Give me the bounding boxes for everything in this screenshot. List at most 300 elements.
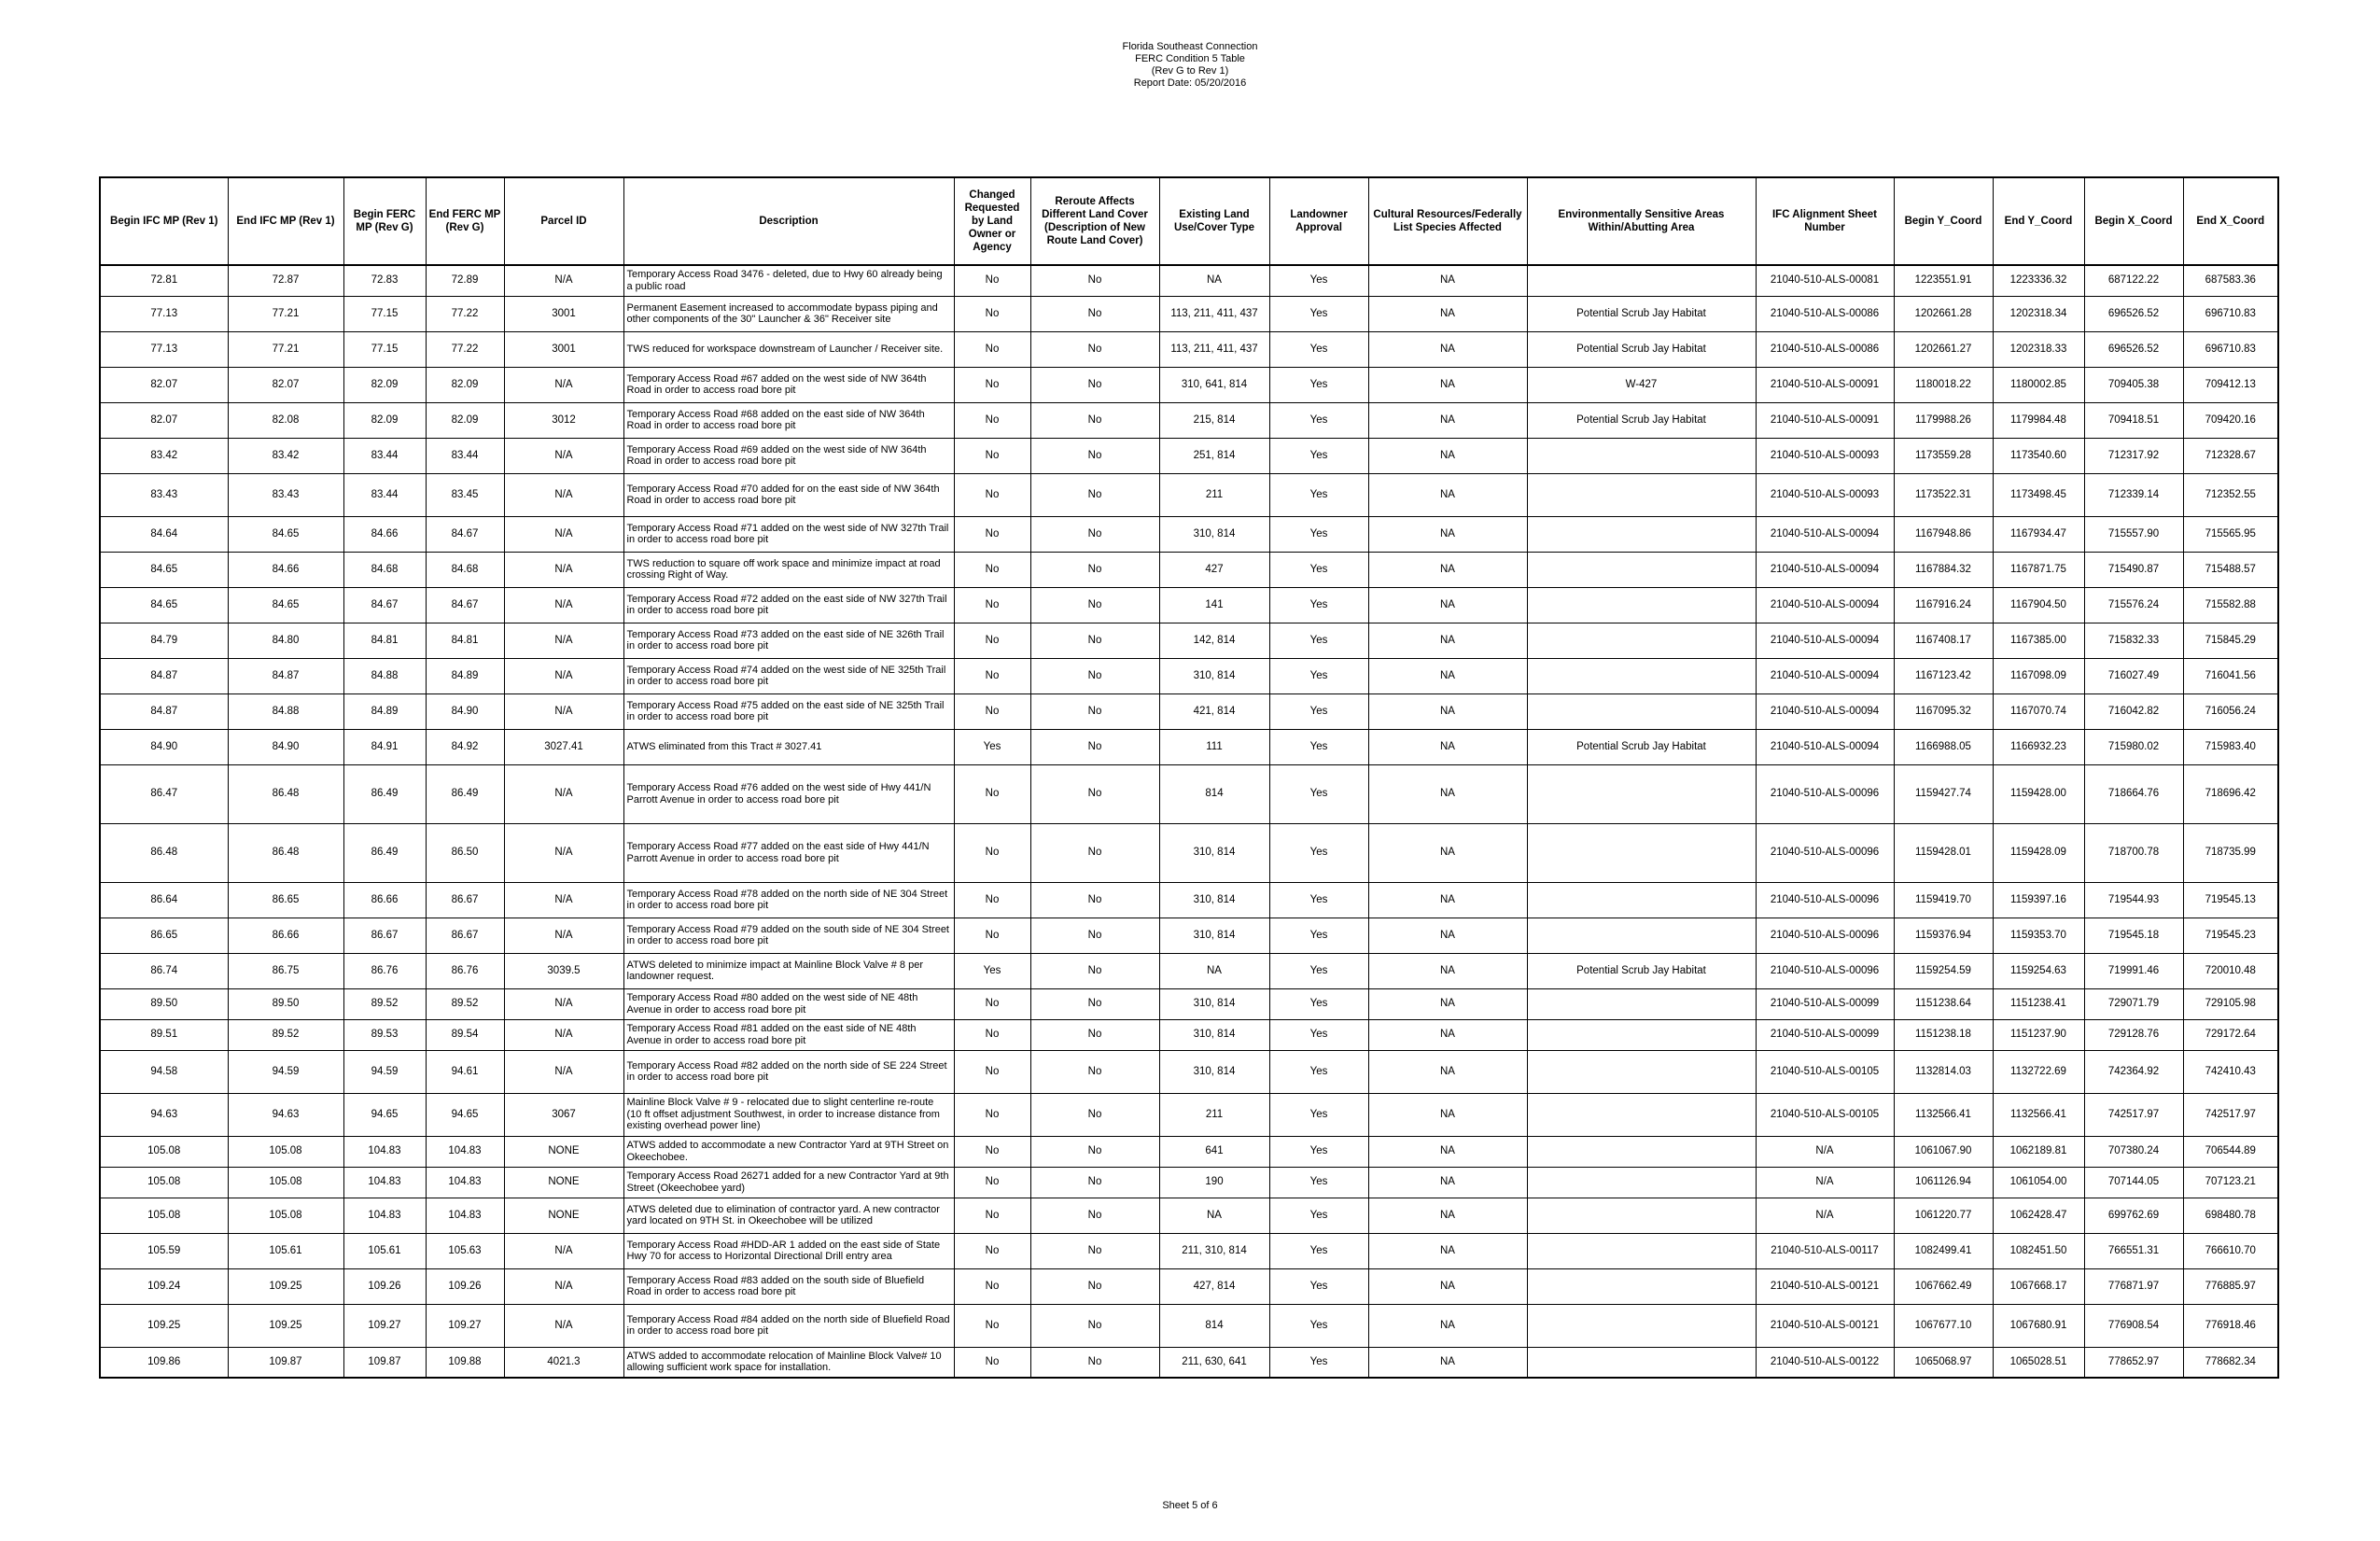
table-cell: 83.44 (343, 438, 426, 473)
condition-table-container (99, 176, 2277, 1379)
table-cell: No (1030, 953, 1159, 988)
table-cell: 1061067.90 (1894, 1136, 1993, 1167)
table-cell: 84.81 (426, 623, 504, 658)
table-cell: 77.21 (228, 296, 343, 331)
table-cell: NA (1368, 1304, 1527, 1347)
table-cell: 1223551.91 (1894, 265, 1993, 296)
table-body (100, 265, 2278, 1378)
table-cell: 1167070.74 (1993, 693, 2084, 729)
table-cell: 82.07 (100, 402, 228, 438)
table-cell: N/A (504, 265, 623, 296)
table-cell: No (954, 764, 1030, 823)
table-cell: Temporary Access Road #75 added on the east side of NE 325th Trail in order to access road bore pit (623, 693, 954, 729)
table-cell: 86.67 (426, 882, 504, 918)
table-cell: 104.83 (426, 1167, 504, 1198)
table-row (100, 1093, 2278, 1136)
table-cell (1527, 882, 1756, 918)
table-cell: No (954, 693, 1030, 729)
col-land-use: Existing Land Use/Cover Type (1159, 177, 1269, 265)
table-cell: 83.43 (228, 473, 343, 516)
table-cell: 1132566.41 (1993, 1093, 2084, 1136)
table-cell: N/A (504, 1019, 623, 1050)
table-cell: 105.08 (228, 1167, 343, 1198)
table-cell: 77.21 (228, 331, 343, 367)
table-cell: N/A (504, 1268, 623, 1304)
table-cell: 211, 630, 641 (1159, 1347, 1269, 1378)
table-cell: 251, 814 (1159, 438, 1269, 473)
table-cell: 84.65 (100, 587, 228, 623)
table-cell: 1179984.48 (1993, 402, 2084, 438)
table-cell: 1067668.17 (1993, 1268, 2084, 1304)
table-cell: 719991.46 (2084, 953, 2183, 988)
table-cell (1527, 1233, 1756, 1268)
table-cell: 1065028.51 (1993, 1347, 2084, 1378)
table-cell: No (1030, 882, 1159, 918)
table-cell: NA (1368, 1233, 1527, 1268)
table-cell: 715832.33 (2084, 623, 2183, 658)
table-cell: 3012 (504, 402, 623, 438)
table-cell (1527, 265, 1756, 296)
table-cell: 109.26 (343, 1268, 426, 1304)
table-cell: 716056.24 (2183, 693, 2278, 729)
table-cell: Temporary Access Road 3476 - deleted, due to Hwy 60 already being a public road (623, 265, 954, 296)
table-cell: 1062428.47 (1993, 1198, 2084, 1233)
table-cell: Yes (1269, 1198, 1368, 1233)
table-cell: 1132722.69 (1993, 1050, 2084, 1093)
table-cell: No (1030, 1347, 1159, 1378)
table-cell: 729071.79 (2084, 988, 2183, 1019)
table-cell: Temporary Access Road #67 added on the west side of NW 364th Road in order to access road bore pit (623, 367, 954, 402)
table-cell: N/A (504, 1050, 623, 1093)
col-sensitive-areas: Environmentally Sensitive Areas Within/Abutting Area (1527, 177, 1756, 265)
table-cell: 718664.76 (2084, 764, 2183, 823)
table-cell: 84.87 (100, 693, 228, 729)
table-cell: 84.88 (228, 693, 343, 729)
table-row (100, 367, 2278, 402)
table-cell: 84.66 (228, 552, 343, 587)
table-cell: NA (1368, 331, 1527, 367)
table-cell: NA (1368, 438, 1527, 473)
table-cell: NA (1159, 1198, 1269, 1233)
table-cell (1527, 1347, 1756, 1378)
table-cell: NA (1368, 1347, 1527, 1378)
table-cell: 109.86 (100, 1347, 228, 1378)
table-cell: N/A (504, 587, 623, 623)
table-cell: N/A (504, 623, 623, 658)
table-cell (1527, 623, 1756, 658)
table-cell: Yes (1269, 1233, 1368, 1268)
table-cell: Yes (1269, 296, 1368, 331)
table-cell: 109.25 (228, 1268, 343, 1304)
table-cell: 105.59 (100, 1233, 228, 1268)
table-cell: No (954, 882, 1030, 918)
table-cell: No (1030, 265, 1159, 296)
table-cell: 718735.99 (2183, 823, 2278, 882)
table-cell: Yes (1269, 265, 1368, 296)
table-cell: ATWS deleted due to elimination of contractor yard. A new contractor yard located on 9TH St. in Okeechobee will be utilized (623, 1198, 954, 1233)
table-cell: 104.83 (343, 1167, 426, 1198)
col-end-ifc-mp: End IFC MP (Rev 1) (228, 177, 343, 265)
table-cell: 1180018.22 (1894, 367, 1993, 402)
table-cell: 84.67 (426, 516, 504, 552)
table-cell: 89.52 (426, 988, 504, 1019)
table-cell: 109.24 (100, 1268, 228, 1304)
table-cell: 21040-510-ALS-00096 (1756, 953, 1894, 988)
table-cell: 1132814.03 (1894, 1050, 1993, 1093)
table-cell: 86.65 (228, 882, 343, 918)
table-cell: 21040-510-ALS-00099 (1756, 1019, 1894, 1050)
table-cell: 1166932.23 (1993, 729, 2084, 764)
table-cell: 1173540.60 (1993, 438, 2084, 473)
table-cell: 1223336.32 (1993, 265, 2084, 296)
table-cell: 742410.43 (2183, 1050, 2278, 1093)
table-cell: 715980.02 (2084, 729, 2183, 764)
table-cell: 814 (1159, 764, 1269, 823)
table-cell: NA (1368, 265, 1527, 296)
col-landowner-approval: Landowner Approval (1269, 177, 1368, 265)
table-cell: 105.61 (228, 1233, 343, 1268)
table-cell: Yes (1269, 1347, 1368, 1378)
table-cell: No (1030, 296, 1159, 331)
table-cell: N/A (504, 988, 623, 1019)
table-cell: 716041.56 (2183, 658, 2278, 693)
table-cell: N/A (504, 1304, 623, 1347)
table-cell: N/A (504, 516, 623, 552)
table-cell: 21040-510-ALS-00086 (1756, 331, 1894, 367)
table-cell: ATWS deleted to minimize impact at Mainline Block Valve # 8 per landowner request. (623, 953, 954, 988)
table-cell: 709420.16 (2183, 402, 2278, 438)
table-cell: 72.89 (426, 265, 504, 296)
table-cell: Yes (1269, 882, 1368, 918)
table-cell: 84.65 (228, 516, 343, 552)
table-cell: 715488.57 (2183, 552, 2278, 587)
table-row (100, 587, 2278, 623)
table-cell: NA (1368, 823, 1527, 882)
table-cell: ATWS added to accommodate a new Contractor Yard at 9TH Street on Okeechobee. (623, 1136, 954, 1167)
table-cell: 89.52 (343, 988, 426, 1019)
table-cell: 21040-510-ALS-00105 (1756, 1093, 1894, 1136)
table-cell: N/A (504, 823, 623, 882)
col-begin-x-coord: Begin X_Coord (2084, 177, 2183, 265)
table-cell: No (1030, 1019, 1159, 1050)
report-header (0, 41, 2380, 90)
table-cell: 104.83 (343, 1198, 426, 1233)
table-cell: No (1030, 438, 1159, 473)
table-cell: NA (1368, 988, 1527, 1019)
table-cell: NA (1368, 1093, 1527, 1136)
table-cell: 84.87 (228, 658, 343, 693)
table-cell: 1202318.34 (1993, 296, 2084, 331)
table-cell: 712352.55 (2183, 473, 2278, 516)
table-cell: 1167948.86 (1894, 516, 1993, 552)
table-cell: No (954, 367, 1030, 402)
table-cell: 77.15 (343, 331, 426, 367)
table-cell: 94.63 (228, 1093, 343, 1136)
table-cell: No (1030, 693, 1159, 729)
table-cell: 715565.95 (2183, 516, 2278, 552)
table-cell: 421, 814 (1159, 693, 1269, 729)
table-cell: 86.74 (100, 953, 228, 988)
table-cell: 84.87 (100, 658, 228, 693)
table-cell (1527, 552, 1756, 587)
table-cell: 21040-510-ALS-00094 (1756, 658, 1894, 693)
table-cell: 1067677.10 (1894, 1304, 1993, 1347)
table-cell: 3067 (504, 1093, 623, 1136)
table-cell: 86.50 (426, 823, 504, 882)
table-cell: 211, 310, 814 (1159, 1233, 1269, 1268)
table-cell: 1167408.17 (1894, 623, 1993, 658)
table-row (100, 331, 2278, 367)
table-cell: 310, 814 (1159, 1019, 1269, 1050)
sheet-number: Sheet 5 of 6 (1162, 1500, 1218, 1511)
table-cell: 696710.83 (2183, 296, 2278, 331)
table-cell: 729172.64 (2183, 1019, 2278, 1050)
table-cell: Yes (1269, 988, 1368, 1019)
table-cell: TWS reduction to square off work space and minimize impact at road crossing Right of Way. (623, 552, 954, 587)
table-cell: N/A (504, 764, 623, 823)
table-cell: 109.26 (426, 1268, 504, 1304)
table-cell: Potential Scrub Jay Habitat (1527, 331, 1756, 367)
col-end-ferc-mp: End FERC MP (Rev G) (426, 177, 504, 265)
table-cell: 21040-510-ALS-00086 (1756, 296, 1894, 331)
table-cell: 687122.22 (2084, 265, 2183, 296)
table-cell: 84.64 (100, 516, 228, 552)
table-cell: 21040-510-ALS-00094 (1756, 693, 1894, 729)
table-cell: NA (1368, 729, 1527, 764)
table-cell: Yes (1269, 1019, 1368, 1050)
table-cell: No (1030, 1136, 1159, 1167)
table-cell: 86.49 (343, 764, 426, 823)
table-cell: 83.44 (343, 473, 426, 516)
table-cell: No (1030, 1198, 1159, 1233)
table-cell: 310, 814 (1159, 918, 1269, 953)
table-cell: 82.08 (228, 402, 343, 438)
table-cell: 1159376.94 (1894, 918, 1993, 953)
table-cell: 104.83 (426, 1198, 504, 1233)
table-cell: 1067662.49 (1894, 1268, 1993, 1304)
table-cell: 105.08 (100, 1167, 228, 1198)
table-cell: N/A (504, 367, 623, 402)
table-cell: 641 (1159, 1136, 1269, 1167)
table-cell: 111 (1159, 729, 1269, 764)
table-cell: 310, 814 (1159, 658, 1269, 693)
table-cell: NA (1368, 367, 1527, 402)
table-cell: 699762.69 (2084, 1198, 2183, 1233)
table-cell: 72.83 (343, 265, 426, 296)
table-cell: Temporary Access Road #84 added on the north side of Bluefield Road in order to access road bore pit (623, 1304, 954, 1347)
table-cell: 84.91 (343, 729, 426, 764)
table-cell: No (954, 1304, 1030, 1347)
table-cell: No (954, 1093, 1030, 1136)
table-cell: 21040-510-ALS-00081 (1756, 265, 1894, 296)
table-cell: No (954, 823, 1030, 882)
table-cell: Temporary Access Road #70 added for on the east side of NW 364th Road in order to access road bore pit (623, 473, 954, 516)
table-cell: N/A (504, 918, 623, 953)
table-cell: 21040-510-ALS-00117 (1756, 1233, 1894, 1268)
table-cell: 86.48 (228, 764, 343, 823)
table-cell: 94.61 (426, 1050, 504, 1093)
table-cell: W-427 (1527, 367, 1756, 402)
table-cell: Yes (1269, 1167, 1368, 1198)
table-cell: 715557.90 (2084, 516, 2183, 552)
table-cell: 84.66 (343, 516, 426, 552)
table-cell: 105.63 (426, 1233, 504, 1268)
table-cell: Temporary Access Road #72 added on the east side of NW 327th Trail in order to access road bore pit (623, 587, 954, 623)
table-cell: Yes (1269, 1304, 1368, 1347)
table-cell: No (954, 1136, 1030, 1167)
col-change-requested: Changed Requested by Land Owner or Agency (954, 177, 1030, 265)
table-cell: N/A (504, 473, 623, 516)
table-cell: 707123.21 (2183, 1167, 2278, 1198)
table-cell (1527, 473, 1756, 516)
table-cell: Yes (1269, 552, 1368, 587)
table-row (100, 438, 2278, 473)
table-cell: Yes (1269, 623, 1368, 658)
table-cell: Yes (1269, 516, 1368, 552)
table-cell (1527, 1019, 1756, 1050)
table-cell: No (1030, 823, 1159, 882)
table-cell: 310, 814 (1159, 1050, 1269, 1093)
table-row (100, 296, 2278, 331)
table-cell: 1159353.70 (1993, 918, 2084, 953)
table-cell: 719545.23 (2183, 918, 2278, 953)
table-cell: 3001 (504, 331, 623, 367)
table-cell: Yes (1269, 693, 1368, 729)
table-cell: 766551.31 (2084, 1233, 2183, 1268)
table-cell: 1159428.01 (1894, 823, 1993, 882)
table-cell: 84.68 (426, 552, 504, 587)
table-cell: NA (1368, 1019, 1527, 1050)
table-cell: 84.90 (426, 693, 504, 729)
table-cell: 21040-510-ALS-00094 (1756, 552, 1894, 587)
table-cell: Mainline Block Valve # 9 - relocated due to slight centerline re-route (10 ft offset adjustment Southwest, in order to increase distance from existing overhead power line) (623, 1093, 954, 1136)
table-row (100, 552, 2278, 587)
table-cell: Yes (1269, 367, 1368, 402)
table-cell: 1167871.75 (1993, 552, 2084, 587)
table-cell: 716027.49 (2084, 658, 2183, 693)
table-cell: No (1030, 764, 1159, 823)
table-cell: N/A (504, 693, 623, 729)
table-cell: 709405.38 (2084, 367, 2183, 402)
table-cell: 83.45 (426, 473, 504, 516)
table-cell: No (954, 552, 1030, 587)
table-cell: 719544.93 (2084, 882, 2183, 918)
table-cell: 86.66 (343, 882, 426, 918)
table-cell: 3027.41 (504, 729, 623, 764)
table-cell: 86.49 (426, 764, 504, 823)
table-cell: No (954, 988, 1030, 1019)
table-cell: 729128.76 (2084, 1019, 2183, 1050)
table-cell: N/A (1756, 1167, 1894, 1198)
table-cell: 21040-510-ALS-00096 (1756, 918, 1894, 953)
table-cell: 766610.70 (2183, 1233, 2278, 1268)
table-cell: 83.42 (228, 438, 343, 473)
table-cell: 776885.97 (2183, 1268, 2278, 1304)
table-cell: No (954, 1167, 1030, 1198)
table-cell (1527, 1167, 1756, 1198)
table-cell: 21040-510-ALS-00093 (1756, 473, 1894, 516)
table-row (100, 918, 2278, 953)
table-cell: 82.09 (343, 367, 426, 402)
table-cell: Yes (1269, 729, 1368, 764)
table-cell: Temporary Access Road #HDD-AR 1 added on the east side of State Hwy 70 for access to Horizontal Directional Drill entry area (623, 1233, 954, 1268)
table-cell: 310, 814 (1159, 988, 1269, 1019)
table-cell: 1159427.74 (1894, 764, 1993, 823)
table-cell: 104.83 (343, 1136, 426, 1167)
table-cell: Yes (1269, 918, 1368, 953)
table-cell: 21040-510-ALS-00091 (1756, 402, 1894, 438)
table-cell: Temporary Access Road #73 added on the east side of NE 326th Trail in order to access road bore pit (623, 623, 954, 658)
table-cell (1527, 1093, 1756, 1136)
table-cell: 82.09 (343, 402, 426, 438)
table-cell: 83.42 (100, 438, 228, 473)
table-row (100, 823, 2278, 882)
table-cell (1527, 988, 1756, 1019)
table-cell: 1151237.90 (1993, 1019, 2084, 1050)
table-cell: No (1030, 1268, 1159, 1304)
table-cell: 94.58 (100, 1050, 228, 1093)
table-cell: 776918.46 (2183, 1304, 2278, 1347)
table-cell: Yes (1269, 764, 1368, 823)
table-cell: 21040-510-ALS-00094 (1756, 587, 1894, 623)
table-cell: 109.25 (100, 1304, 228, 1347)
table-cell (1527, 823, 1756, 882)
table-cell: 105.08 (100, 1136, 228, 1167)
table-cell: 82.09 (426, 367, 504, 402)
col-reroute-affects: Reroute Affects Different Land Cover (Description of New Route Land Cover) (1030, 177, 1159, 265)
table-cell: 94.59 (343, 1050, 426, 1093)
table-cell: 86.47 (100, 764, 228, 823)
table-cell (1527, 1198, 1756, 1233)
table-cell: No (1030, 1050, 1159, 1093)
table-cell: 77.13 (100, 296, 228, 331)
table-cell: N/A (504, 552, 623, 587)
table-cell: 1132566.41 (1894, 1093, 1993, 1136)
table-cell: Temporary Access Road #79 added on the south side of NE 304 Street in order to access road bore pit (623, 918, 954, 953)
table-cell: 82.09 (426, 402, 504, 438)
col-begin-ifc-mp: Begin IFC MP (Rev 1) (100, 177, 228, 265)
table-cell: No (1030, 331, 1159, 367)
table-cell: 21040-510-ALS-00096 (1756, 823, 1894, 882)
table-cell: 1167098.09 (1993, 658, 2084, 693)
table-cell: 1082451.50 (1993, 1233, 2084, 1268)
table-cell: 83.44 (426, 438, 504, 473)
col-alignment-sheet: IFC Alignment Sheet Number (1756, 177, 1894, 265)
table-cell: 707380.24 (2084, 1136, 2183, 1167)
table-cell: 778652.97 (2084, 1347, 2183, 1378)
table-cell: Yes (1269, 587, 1368, 623)
table-cell: 742517.97 (2183, 1093, 2278, 1136)
table-row (100, 729, 2278, 764)
table-cell (1527, 693, 1756, 729)
table-cell: 715983.40 (2183, 729, 2278, 764)
table-cell: 86.67 (343, 918, 426, 953)
table-cell: No (954, 658, 1030, 693)
table-cell: 141 (1159, 587, 1269, 623)
table-cell: 89.51 (100, 1019, 228, 1050)
table-cell: 1159254.63 (1993, 953, 2084, 988)
table-cell: No (954, 1347, 1030, 1378)
table-cell: 3001 (504, 296, 623, 331)
table-cell: 1166988.05 (1894, 729, 1993, 764)
table-cell: 21040-510-ALS-00099 (1756, 988, 1894, 1019)
table-cell: NONE (504, 1167, 623, 1198)
table-cell: 715845.29 (2183, 623, 2278, 658)
table-cell: Temporary Access Road #83 added on the south side of Bluefield Road in order to access road bore pit (623, 1268, 954, 1304)
table-cell: 1167123.42 (1894, 658, 1993, 693)
table-cell: 742517.97 (2084, 1093, 2183, 1136)
table-cell: 84.68 (343, 552, 426, 587)
